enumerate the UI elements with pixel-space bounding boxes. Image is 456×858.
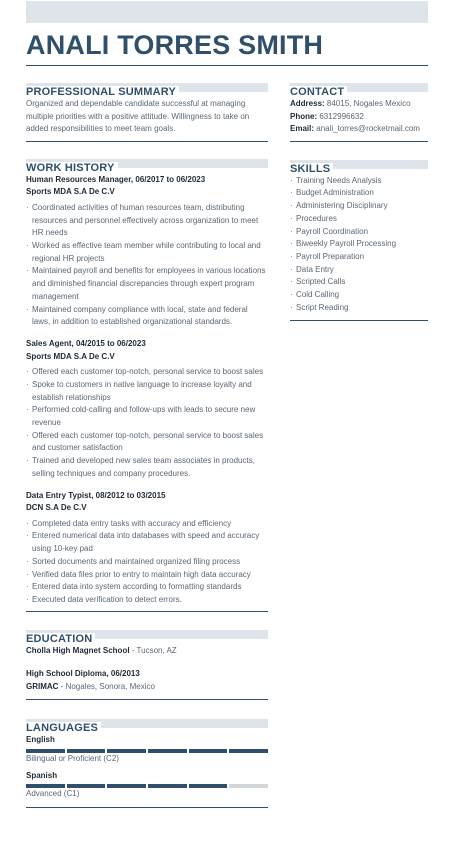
list-item: · Performed cold-calling and follow-ups with leads to secure new revenue <box>26 404 268 429</box>
education-school: GRIMAC - Nogales, Sonora, Mexico <box>26 681 155 691</box>
skill-item: · Administering Disciplinary <box>290 200 428 213</box>
list-item: · Sorted documents and maintained organized filing process <box>26 556 268 569</box>
language-entry <box>26 770 268 801</box>
languages-heading: LANGUAGES <box>26 718 268 731</box>
skill-item: · Payroll Coordination <box>290 226 428 239</box>
level-segment <box>148 749 187 753</box>
language-level: Advanced (C1) <box>26 789 80 799</box>
job-company: DCN S.A De C.V <box>26 503 87 513</box>
education-school: Cholla High Magnet School - Tucson, AZ <box>26 645 177 655</box>
left-column <box>26 82 268 808</box>
list-item: · Maintained company compliance with local, state and federal laws, in addition to established organizational standards. <box>26 304 268 329</box>
education-heading: EDUCATION <box>26 629 268 642</box>
list-item: · Verified data files prior to entry to maintain high data accuracy <box>26 569 268 582</box>
summary-text: Organized and dependable candidate successful at managing multiple priorities with a positive attitude. Willingness to take on added responsibilities to meet team goals. <box>26 99 250 134</box>
skill-item: · Training Needs Analysis <box>290 175 428 188</box>
list-item: · Completed data entry tasks with accuracy and efficiency <box>26 518 268 531</box>
job-company: Sports MDA S.A De C.V <box>26 351 115 361</box>
language-name: Spanish <box>26 770 58 780</box>
job-entry <box>26 338 268 481</box>
list-item: · Worked as effective team member while contributing to local and regional HR projects <box>26 240 268 265</box>
job-entry <box>26 174 268 329</box>
skill-item: · Payroll Preparation <box>290 251 428 264</box>
header-band <box>26 1 428 23</box>
contact-email: Email: anali_torres@rocketmail.com <box>290 124 420 134</box>
list-item: · Entered numerical data into databases with speed and accuracy using 10-key pad <box>26 530 268 555</box>
contact-address: Address: 84015, Nogales Mexico <box>290 99 411 108</box>
education-degree: High School Diploma, 06/2013 <box>26 669 140 679</box>
candidate-name: ANALI TORRES SMITH <box>26 30 324 60</box>
level-segment <box>229 749 268 753</box>
languages-divider <box>26 807 268 808</box>
language-level: Bilingual or Proficient (C2) <box>26 754 119 763</box>
level-segment <box>229 784 268 788</box>
job-company: Sports MDA S.A De C.V <box>26 187 115 197</box>
level-segment <box>148 784 187 788</box>
work-history-heading: WORK HISTORY <box>26 158 268 171</box>
level-segment <box>107 784 146 788</box>
job-bullets <box>26 518 268 607</box>
job-title: Data Entry Typist, 08/2012 to 03/2015 <box>26 490 166 500</box>
job-bullets <box>26 202 268 329</box>
list-item: · Coordinated activities of human resources team, distributing resources and personnel effectively across organization to meet HR needs <box>26 202 268 240</box>
list-item: · Executed data verification to detect errors. <box>26 594 268 607</box>
contact-phone: Phone: 6312996632 <box>290 111 364 121</box>
level-segment <box>189 784 228 788</box>
skill-item: · Data Entry <box>290 264 428 277</box>
job-entry <box>26 490 268 607</box>
list-item: · Offered each customer top-notch, personal service to boost sales <box>26 366 268 379</box>
list-item: · Entered data into system according to formatting standards <box>26 581 268 594</box>
skill-item: · Scripted Calls <box>290 276 428 289</box>
summary-divider <box>26 141 268 142</box>
skills-divider <box>290 320 428 321</box>
job-bullets <box>26 366 268 480</box>
skills-heading: SKILLS <box>290 159 428 172</box>
list-item: · Trained and developed new sales team associates in products, selling techniques and company procedures. <box>26 455 268 480</box>
list-item: · Spoke to customers in native language to increase loyalty and establish relationships <box>26 379 268 404</box>
education-divider <box>26 699 268 700</box>
list-item: · Offered each customer top-notch, personal service to boost sales and customer satisfaction <box>26 430 268 455</box>
skill-item: · Script Reading <box>290 302 428 315</box>
skill-item: · Biweekly Payroll Processing <box>290 238 428 251</box>
job-title: Human Resources Manager, 06/2017 to 06/2023 <box>26 174 206 184</box>
contact-divider <box>290 141 428 142</box>
language-entry <box>26 734 268 765</box>
skill-item: · Cold Calling <box>290 289 428 302</box>
list-item: · Maintained payroll and benefits for employees in various locations and diminished financial discrepancies through expert program management <box>26 265 268 303</box>
skill-item: · Procedures <box>290 213 428 226</box>
work-history-divider <box>26 611 268 612</box>
job-title: Sales Agent, 04/2015 to 06/2023 <box>26 339 146 348</box>
summary-heading: PROFESSIONAL SUMMARY <box>26 82 268 95</box>
skills-list <box>290 175 428 315</box>
right-column <box>290 82 428 321</box>
skill-item: · Budget Administration <box>290 187 428 200</box>
language-name: English <box>26 735 55 745</box>
header-divider <box>26 65 428 66</box>
level-segment <box>189 749 228 753</box>
contact-heading: CONTACT <box>290 82 428 95</box>
